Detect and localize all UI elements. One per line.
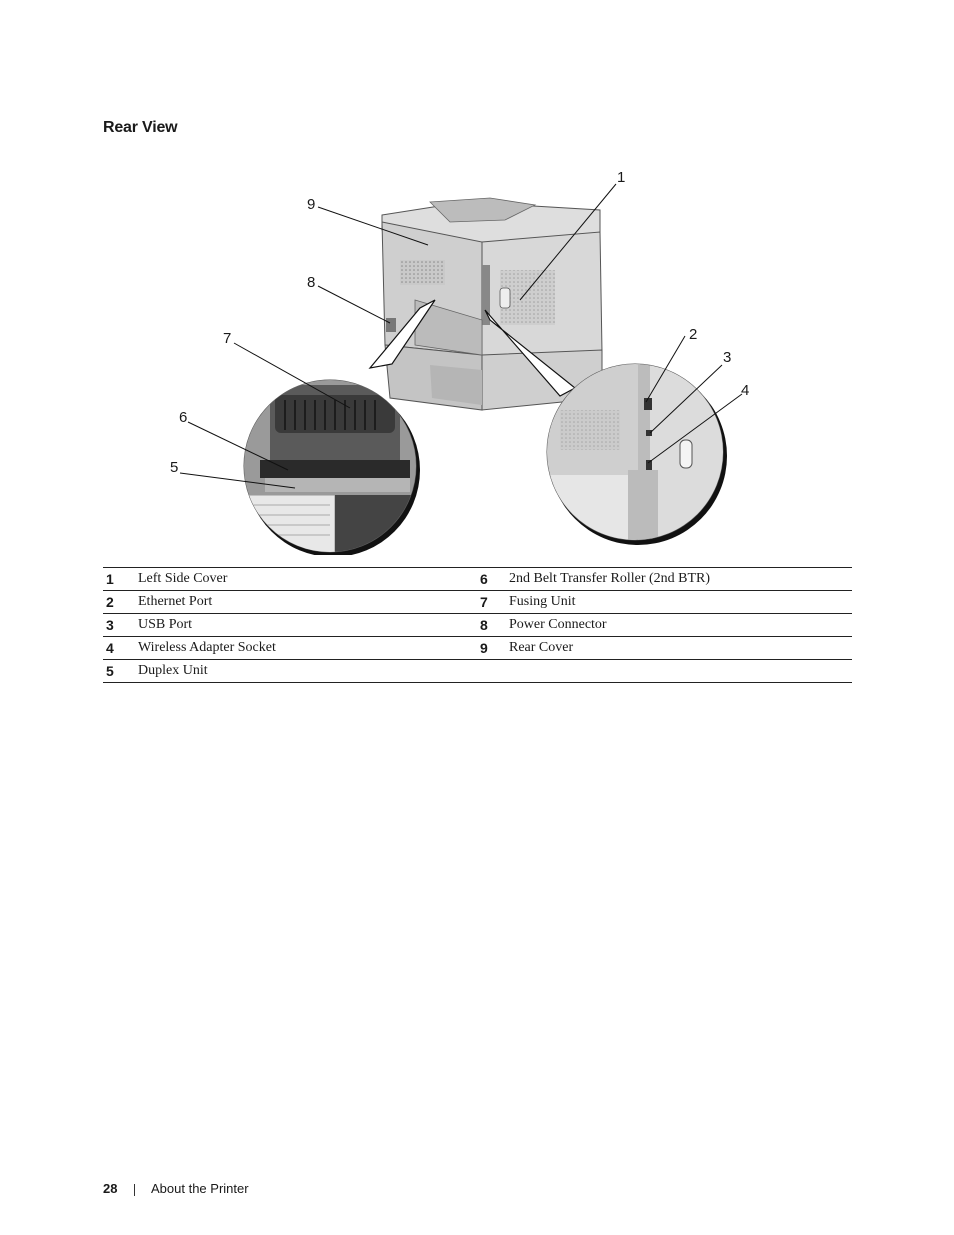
page-footer xyxy=(103,1181,249,1196)
callout-8: 8 xyxy=(307,274,316,291)
callout-3: 3 xyxy=(723,349,732,366)
legend-number: 2 xyxy=(103,591,138,614)
legend-number: 6 xyxy=(480,568,509,591)
legend-label xyxy=(509,660,852,683)
table-row xyxy=(103,591,852,614)
footer-divider xyxy=(134,1184,135,1196)
parts-legend-table xyxy=(103,567,852,683)
printer-illustration xyxy=(160,160,780,555)
legend-label: Power Connector xyxy=(509,614,852,637)
legend-number: 8 xyxy=(480,614,509,637)
legend-number: 7 xyxy=(480,591,509,614)
table-row xyxy=(103,637,852,660)
callout-6: 6 xyxy=(179,409,188,426)
callout-5: 5 xyxy=(170,459,179,476)
legend-label: Ethernet Port xyxy=(138,591,480,614)
legend-label: Duplex Unit xyxy=(138,660,480,683)
legend-label: Left Side Cover xyxy=(138,568,480,591)
printer-body xyxy=(382,198,602,410)
table-row xyxy=(103,614,852,637)
legend-number xyxy=(480,660,509,683)
legend-number: 5 xyxy=(103,660,138,683)
callout-1: 1 xyxy=(617,169,626,186)
zoom-circle-fuser xyxy=(244,380,420,555)
legend-number: 3 xyxy=(103,614,138,637)
legend-label: Rear Cover xyxy=(509,637,852,660)
legend-label: USB Port xyxy=(138,614,480,637)
chapter-title: About the Printer xyxy=(151,1181,249,1196)
callout-2: 2 xyxy=(689,326,698,343)
legend-label: Wireless Adapter Socket xyxy=(138,637,480,660)
table-row xyxy=(103,568,852,591)
legend-number: 4 xyxy=(103,637,138,660)
table-row xyxy=(103,660,852,683)
callout-7: 7 xyxy=(223,330,232,347)
legend-number: 9 xyxy=(480,637,509,660)
page-number: 28 xyxy=(103,1181,118,1196)
legend-number: 1 xyxy=(103,568,138,591)
section-title: Rear View xyxy=(103,119,178,136)
callout-9: 9 xyxy=(307,196,316,213)
legend-label: 2nd Belt Transfer Roller (2nd BTR) xyxy=(509,568,852,591)
legend-label: Fusing Unit xyxy=(509,591,852,614)
printer-rear-view-figure xyxy=(160,160,780,555)
callout-4: 4 xyxy=(741,382,750,399)
